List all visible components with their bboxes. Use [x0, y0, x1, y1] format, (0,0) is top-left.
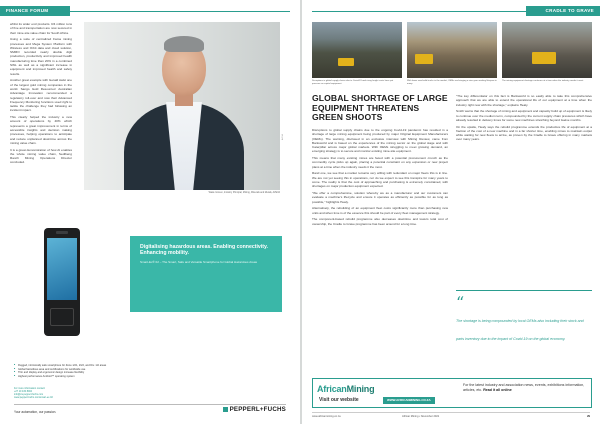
paragraph: This means that many existing mines are faced with a potential procurement crunch as the commodity cycle picks up again, placing a potential constraint on any expansion or new project plans at a time when the industry needs it the most.: [312, 156, 448, 169]
paragraph: Disruptions to global supply chains due to the ongoing Covid-19 pandemic has resulted in a shortage of large mining equipment being produced by major Original Equipment Manufacturers (OEMs). The warning, disclosed in an exclusive interview with Mining Review, came from Barloworld and is based on the experiences of the mining sector on the global stage and with Caterpillar across major global markets. With OEMs struggling to meet growing demand, an emerging strategy is to secure and monitor existing mine-site equipment.: [312, 128, 448, 154]
portrait-caption: Wade Groven, Industry Principal, Mining, Minerals and Metals, AVEVA: [208, 192, 280, 194]
section-label: CRADLE TO GRAVE: [526, 6, 600, 16]
article-column: [10, 22, 72, 218]
photo-strip: [312, 22, 592, 88]
mine-photo: [407, 22, 497, 78]
website-link[interactable]: WWW.AFRICANMINING.CO.ZA: [383, 397, 435, 404]
african-mining-logo: AfricanMining: [317, 384, 375, 394]
paragraph: The component-based rebuild programme also decreases downtime and lowers total cost of ownership, the Cradle to Grave programme has been around for a long time.: [312, 217, 448, 226]
paragraph: It is a great demonstration of how AI enables the whole mining value chain, Sedibeng Ranch Mining Operations Director concluded.: [10, 147, 72, 165]
section-label: FINANCE FORUM: [0, 6, 70, 16]
pepperl-fuchs-logo: PEPPERL+FUCHS: [223, 406, 286, 413]
ad-slogan: Your automation, our passion.: [14, 410, 57, 414]
portrait-photo: [84, 22, 280, 190]
ad-teal-panel: [130, 236, 282, 312]
pepperl-fuchs-ad: [10, 222, 290, 418]
list-item: ■ Thin and display and ergonomic design increase flexibility: [14, 371, 214, 375]
list-item: ■ Rugged, intrinsically safe smartphone for Zone 1/21, 2/22, and Div. 1/2 areas: [14, 364, 214, 368]
ad-blurb: For the latest industry and association news, events, exhibitions information, articles, etc. Read it all online: [463, 383, 585, 392]
smartphone-image: [28, 226, 100, 346]
contact-phone[interactable]: +27 10 430 8004: [14, 390, 33, 394]
paragraph: Alternatively, the rebuilding of an equipment fleet costs significantly more than purchasing new units and when time is of the essence this should be part of every fleet management strategy.: [312, 206, 448, 215]
african-mining-ad[interactable]: [312, 378, 592, 408]
contact-email[interactable]: info@za.pepperl-fuchs.com: [14, 393, 44, 397]
paragraph: Rand one, we see that a market remains very willing with redundant on major fleets this is in line. We are not yet seeing this in operations, nor do we expect to see this transpire for many years to come. The reality is that the cost of approaching and purchasing is extremely constrained, with shortages on major production equipment expected.: [312, 171, 448, 189]
footer-website[interactable]: www.africanmining.co.za: [312, 415, 341, 418]
ad-bullet-list: [14, 364, 214, 378]
paragraph: "We offer a comprehensive, solution whereby we as a manufacturer and our customers can evaluate a machine's lifecycle and ensure it operates as efficiently as possible for as long as possible," highlights Healy.: [312, 191, 448, 204]
pull-quote: [456, 290, 592, 374]
photo-caption: The mining equipment shortage continues at a time when the industry needs it most.: [502, 80, 584, 82]
ad-divider: [14, 404, 286, 405]
paragraph: Using a suite of centralized Fama mining processes and Mega System Platform with Wireless and Orbit data and cloud solution, SMMO recorded nearly double digit production, productivity and improved health manufacturing time than 20% in a combined SWL as well as a significant increase in equipment and improved health and safety results.: [10, 37, 72, 76]
paragraph: Another great example with Gerald Aalst one of the largest gold mining companies in the world. Sango Gold Resources' Australian Advantage Innovation recommended a regulatory roll-over and now their Advanced Frequency Monitoring functions used right to tackle the challenge they had following an incident impact.: [10, 78, 72, 113]
footer-issue: African Mining • November 2021: [402, 415, 440, 418]
contact-url[interactable]: www.pepperl-fuchs.com/smart-ex-02: [14, 396, 53, 400]
section-rule: [312, 11, 526, 12]
list-item: ■ Global hazardous area and certifications for worldwide use: [14, 368, 214, 372]
pull-quote-text: The shortage is being compounded by local OEMs also including their stock and parts inventory due to the impact of Covid-19 on the global economy.: [456, 319, 584, 341]
photo-credit: AVEVA: [282, 134, 284, 140]
logo-mark-icon: [223, 407, 228, 412]
article-column-1: [312, 128, 448, 384]
mine-photo: [312, 22, 402, 78]
quote-icon: “: [456, 293, 465, 312]
page-footer: [312, 412, 590, 420]
contact-line: For more information contact:: [14, 387, 46, 390]
right-page: [302, 0, 600, 424]
paragraph: whilst its wider end products. R4 million tons of fine and transportation are now secured in their mine-site value chain for South Africa.: [10, 22, 72, 35]
visit-website-label: Visit our website: [319, 397, 359, 403]
article-column-2: [456, 94, 592, 278]
photo-caption: Disruptions in global supply chains due to Covid-19 and rising freight costs have put pressure on capital equipment.: [312, 80, 394, 85]
ad-contact: [14, 387, 134, 399]
paragraph: "The key differentiator on this fact is Barloworld is so easily able to take this comprehensive approach that we are able to extend the operational life of our equipment at a time when the industry right now with the shortage," explains Healy.: [456, 94, 592, 107]
photo-caption: With fewer new build trucks in the market, OEMs are bringing a nine-year working lifespan to many.: [407, 80, 497, 85]
article-headline: GLOBAL SHORTAGE OF LARGE EQUIPMENT THREATENS GREEN SHOOTS: [312, 93, 448, 123]
mine-photo: [502, 22, 592, 78]
paragraph: This clearly helped the industry a new amount of operations by 40% which represents a great improvement in terms of accessible insights and decision making processes, helping operations to anticipate and reduce unplanned downtime across the mining value chain.: [10, 115, 72, 145]
paragraph: Smith warns that the shortage of mining and equipment and capacity build up of equipment is likely to continue over the medium term, compounded by the current supply chain pressures which have already resulted in delivery times for some new machines stretching beyond twelve months.: [456, 109, 592, 122]
page-number: 29: [587, 415, 590, 418]
paragraph: On the upside, Healy says the rebuild programme extends the productive life of equipment at a fraction of the cost of a new machine and in a far shorter time, enabling mines to maintain output while waiting for new fleets to arrive, as proven by the Cradle to Grave offering in many markets over many years.: [456, 124, 592, 142]
list-item: ■ Highest performance Android™ operating system: [14, 375, 214, 379]
section-rule: [70, 11, 290, 12]
ad-headline: Digitalising hazardous areas. Enabling connectivity. Enhancing mobility.: [140, 244, 268, 257]
ad-subline: Smart-Ex® 02 – The Smart, Safe and Versatile Smartphone for Global Hazardous Areas: [140, 260, 258, 265]
